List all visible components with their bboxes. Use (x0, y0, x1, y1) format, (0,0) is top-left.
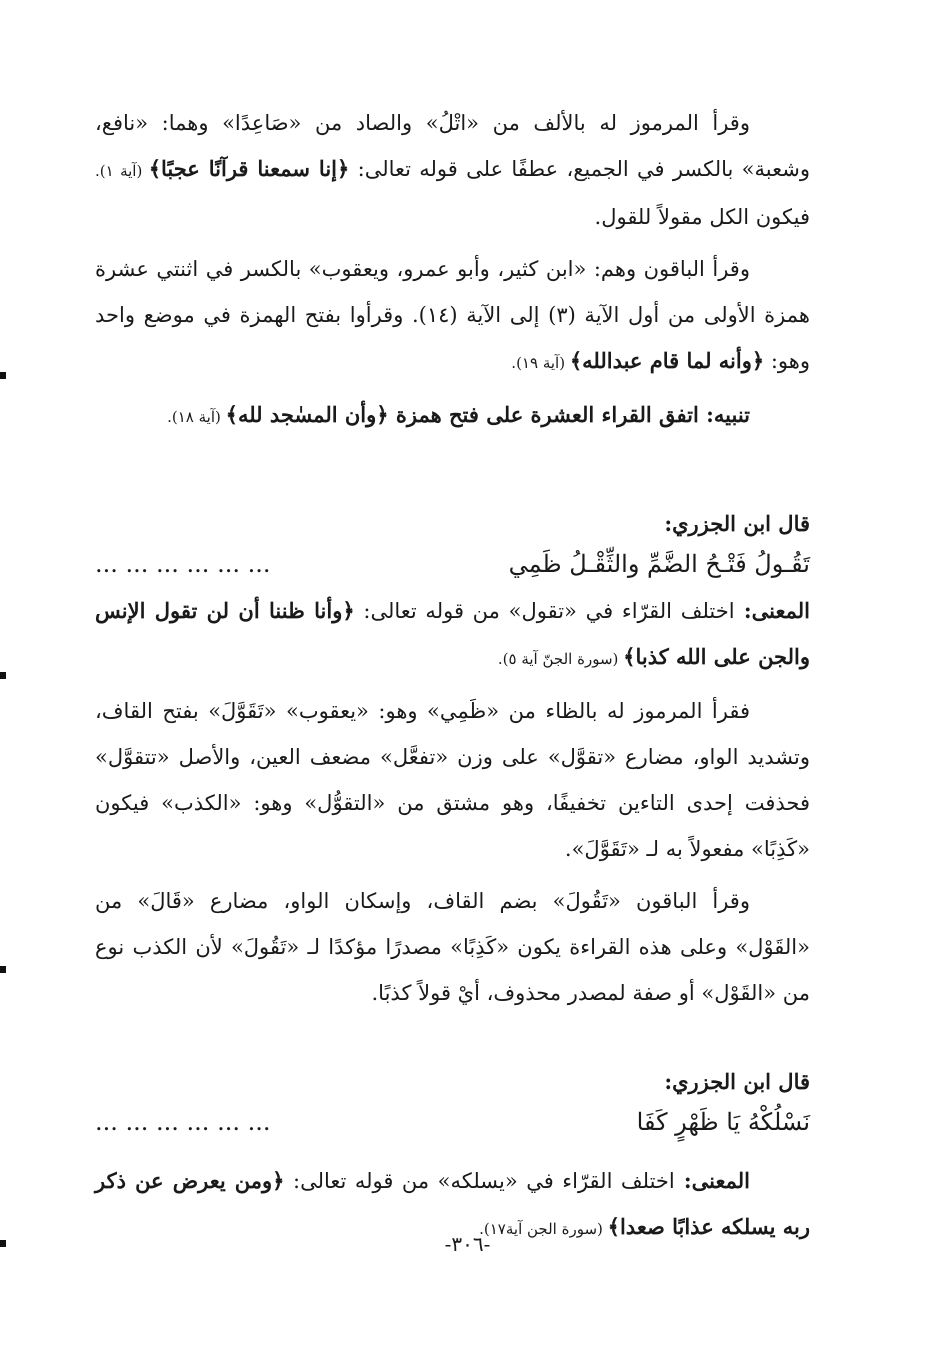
scan-mark (0, 1240, 6, 1247)
scan-mark (0, 672, 6, 679)
page-number: -٣٠٦- (444, 1232, 491, 1256)
page-body (95, 100, 810, 1258)
verse-text: تَقُـولُ فَتْـحُ الضَّمِّ والثِّقْـلُ ظَمِي (508, 550, 810, 578)
paragraph-others-reading: وقرأ الباقون «تَقُولَ» بضم القاف، وإسكان الواو، مضارع «قَالَ» من «القَوْل» وعلى هذه القراءة يكون «كَذِبًا» مصدرًا مؤكدًا لـ «تَقُولَ» لأن الكذب نوع من «القَوْل» أو صفة لمصدر محذوف، أيْ قولاً كذبًا. (95, 889, 810, 1005)
section-heading: قال ابن الجزري: (664, 511, 810, 536)
paragraph-yaqub-reading: فقرأ المرموز له بالظاء من «ظَمِي» وهو: «يعقوب» «تَقَوَّلَ» بفتح القاف، وتشديد الواو، مضارع «تقوَّل» على وزن «تفعَّل» مضعف العين، والأصل «تتقوَّل» فحذفت إحدى التاءين تخفيفًا، وهو مشتق من «التقوُّل» وهو: «الكذب» فيكون «كَذِبًا» مفعولاً به لـ «تَقَوَّلَ». (95, 699, 810, 861)
verse-reference: (سورة الجنّ آية ٥). (497, 650, 624, 668)
quran-quote: ﴿ومن يعرض عن ذكر ربه يسلكه عذابًا صعدا﴾ (95, 1168, 810, 1239)
quran-quote: ﴿وأنا ظننا أن لن تقول الإنس والجن على الله كذبا﴾ (95, 598, 810, 669)
verse-reference: (سورة الجن آية١٧). (479, 1220, 608, 1238)
verse-reference: (آية ١٩). (511, 354, 570, 372)
paragraph-note: تنبيه: اتفق القراء العشرة على فتح همزة ﴿وأن المسٰجد لله﴾ (آية ١٨). (167, 402, 750, 427)
scan-mark (0, 372, 6, 379)
section-heading: قال ابن الجزري: (664, 1069, 810, 1094)
paragraph-meaning: المعنى: اختلف القرّاء في «تقول» من قوله تعالى: ﴿وأنا ظننا أن لن تقول الإنس والجن على الله كذبا﴾ (سورة الجنّ آية ٥). (95, 598, 810, 669)
verse-text: نَسْلُكْهُ يَا ظَهْرٍ كَفَا (636, 1108, 810, 1136)
verse-ellipsis: ... ... ... ... ... ... (95, 550, 271, 578)
verse-reference: (آية ١). (95, 162, 149, 180)
verse-reference: (آية ١٨). (167, 408, 226, 426)
verse-ellipsis: ... ... ... ... ... ... (95, 1108, 271, 1136)
poem-verse (95, 544, 810, 584)
quran-quote: ﴿إنا سمعنا قرآنًا عجبًا﴾ (148, 156, 350, 181)
paragraph-nafi-reading: وقرأ المرموز له بالألف من «اتْلُ» والصاد من «صَاعِدًا» وهما: «نافع، وشعبة» بالكسر في الجميع، عطفًا على قوله تعالى: ﴿إنا سمعنا قرآنًا عجبًا﴾ (آية ١). فيكون الكل مقولاً للقول. (95, 111, 810, 229)
quran-quote: ﴿وأن المسٰجد لله﴾ (225, 402, 389, 427)
scan-mark (0, 966, 6, 973)
poem-verse (95, 1102, 810, 1142)
quran-quote: ﴿وأنه لما قام عبدالله﴾ (569, 348, 765, 373)
paragraph-others-reading: وقرأ الباقون وهم: «ابن كثير، وأبو عمرو، ويعقوب» بالكسر في اثنتي عشرة همزة الأولى من أول الآية (٣) إلى الآية (١٤). وقرأوا بفتح الهمزة في موضع واحد وهو: ﴿وأنه لما قام عبدالله﴾ (آية ١٩). (95, 257, 810, 373)
paragraph-meaning: المعنى: اختلف القرّاء في «يسلكه» من قوله تعالى: ﴿ومن يعرض عن ذكر ربه يسلكه عذابًا صعدا﴾ (سورة الجن آية١٧). (95, 1168, 810, 1239)
